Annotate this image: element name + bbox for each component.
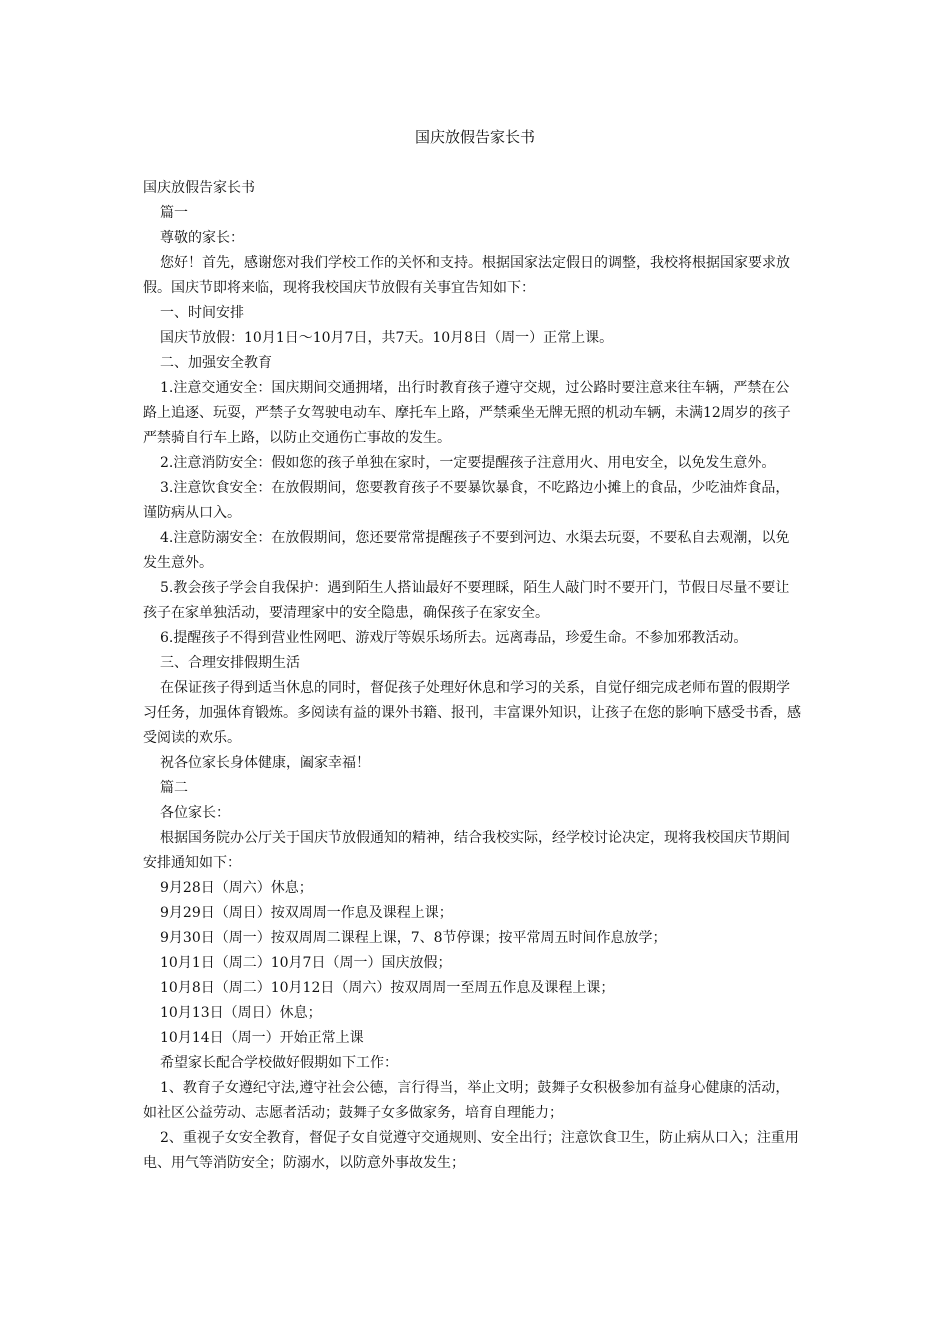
document-paragraph: 10月14日（周一）开始正常上课 [160, 1030, 364, 1046]
document-paragraph: 二、加强安全教育 [160, 355, 272, 371]
document-paragraph: 10月13日（周日）休息； [160, 1005, 322, 1021]
document-paragraph: 篇二 [160, 780, 188, 796]
document-paragraph: 9月30日（周一）按双周周二课程上课，7、8节停课；按平常周五时间作息放学； [160, 930, 667, 946]
document-paragraph: 尊敬的家长： [160, 230, 244, 246]
document-paragraph: 10月8日（周二）10月12日（周六）按双周周一至周五作息及课程上课； [160, 980, 615, 996]
document-paragraph: 篇一 [160, 205, 188, 221]
document-paragraph: 国庆放假告家长书 [143, 180, 255, 196]
document-paragraph: 4.注意防溺安全：在放假期间，您还要常常提醒孩子不要到河边、水渠去玩耍，不要私自去观潮，以免发生意外。 [143, 530, 790, 571]
document-body [143, 176, 803, 1176]
document-paragraph: 5.教会孩子学会自我保护：遇到陌生人搭讪最好不要理睬，陌生人敲门时不要开门，节假日尽量不要让孩子在家单独活动，要清理家中的安全隐患，确保孩子在家安全。 [143, 580, 790, 621]
document-paragraph: 一、时间安排 [160, 305, 244, 321]
document-paragraph: 3.注意饮食安全：在放假期间，您要教育孩子不要暴饮暴食，不吃路边小摊上的食品，少吃油炸食品，谨防病从口入。 [143, 480, 790, 521]
document-paragraph: 9月29日（周日）按双周周一作息及课程上课； [160, 905, 453, 921]
document-title: 国庆放假告家长书 [414, 128, 535, 146]
document-paragraph: 1、教育子女遵纪守法,遵守社会公德，言行得当，举止文明；鼓舞子女积极参加有益身心健康的活动，如社区公益劳动、志愿者活动；鼓舞子女多做家务，培育自理能力； [143, 1080, 790, 1121]
document-paragraph: 10月1日（周二）10月7日（周一）国庆放假； [160, 955, 452, 971]
document-paragraph: 希望家长配合学校做好假期如下工作： [160, 1055, 398, 1071]
document-paragraph: 您好！首先，感谢您对我们学校工作的关怀和支持。根据国家法定假日的调整，我校将根据国家要求放假。国庆节即将来临，现将我校国庆节放假有关事宜告知如下： [143, 255, 790, 296]
document-paragraph: 根据国务院办公厅关于国庆节放假通知的精神，结合我校实际，经学校讨论决定，现将我校国庆节期间安排通知如下： [143, 830, 790, 871]
document-paragraph: 在保证孩子得到适当休息的同时，督促孩子处理好休息和学习的关系，自觉仔细完成老师布置的假期学习任务，加强体育锻炼。多阅读有益的课外书籍、报刊，丰富课外知识，让孩子在您的影响下感受书香，感受阅读的欢乐。 [143, 680, 801, 746]
document-paragraph: 6.提醒孩子不得到营业性网吧、游戏厅等娱乐场所去。远离毒品，珍爱生命。不参加邪教活动。 [160, 630, 748, 646]
document-paragraph: 三、合理安排假期生活 [160, 655, 300, 671]
document-paragraph: 1.注意交通安全：国庆期间交通拥堵，出行时教育孩子遵守交规，过公路时要注意来往车辆，严禁在公路上追逐、玩耍，严禁子女驾驶电动车、摩托车上路，严禁乘坐无牌无照的机动车辆，未满12周岁的孩子严禁骑自行车上路，以防止交通伤亡事故的发生。 [143, 380, 791, 446]
document-paragraph: 祝各位家长身体健康，阖家幸福！ [160, 755, 370, 771]
document-paragraph: 9月28日（周六）休息； [160, 880, 313, 896]
document-paragraph: 2.注意消防安全：假如您的孩子单独在家时，一定要提醒孩子注意用火、用电安全，以免发生意外。 [160, 455, 776, 471]
document-paragraph: 2、重视子女安全教育，督促子女自觉遵守交通规则、安全出行；注意饮食卫生，防止病从口入；注重用电、用气等消防安全；防溺水，以防意外事故发生； [143, 1130, 799, 1171]
document-paragraph: 国庆节放假：10月1日～10月7日，共7天。10月8日（周一）正常上课。 [160, 330, 614, 346]
document-paragraph: 各位家长： [160, 805, 230, 821]
